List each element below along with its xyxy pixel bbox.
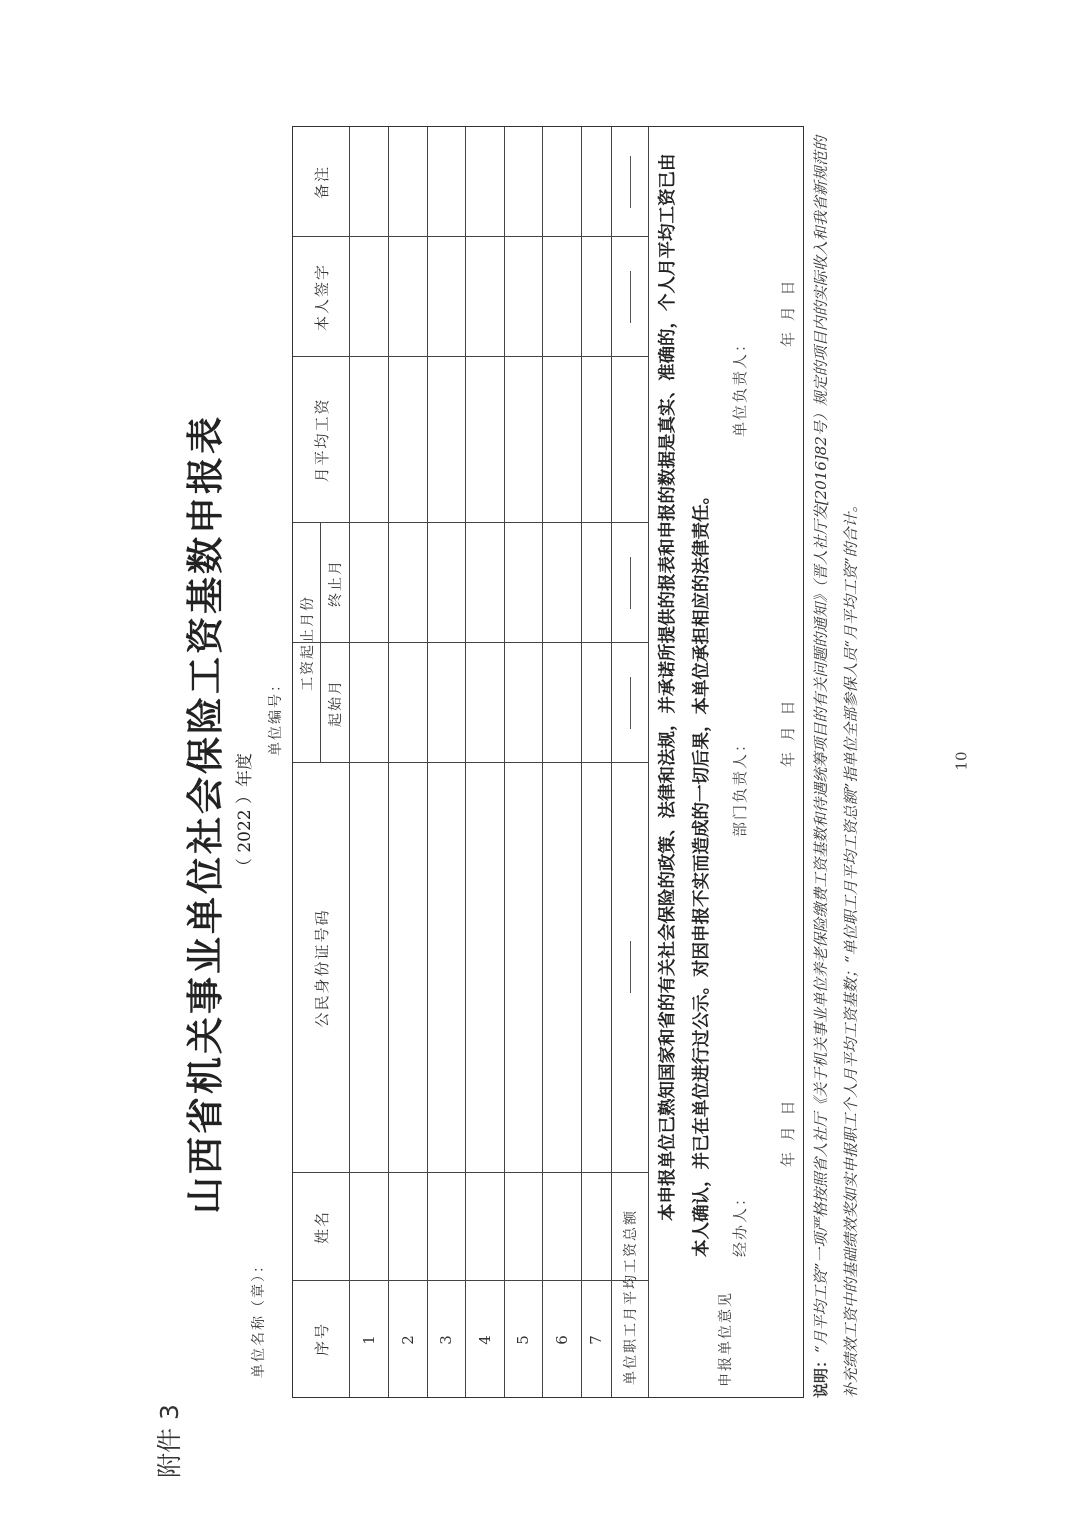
declaration-label: 申报单位意见 — [717, 1291, 734, 1387]
dept-head-label: 部门负责人： — [731, 734, 749, 837]
header-name: 姓名 — [312, 1210, 331, 1245]
row-number: 2 — [398, 1333, 417, 1345]
header-end-month: 终止月 — [327, 559, 344, 607]
row-number: 4 — [475, 1333, 494, 1345]
form-sheet — [80, 100, 980, 1528]
handler-date: 年 月 日 — [779, 1097, 797, 1167]
page-number: 10 — [952, 751, 971, 771]
form-title: 山西省机关事业单位社会保险工资基数申报表 — [184, 414, 227, 1214]
na-dash — [630, 557, 631, 609]
na-dash — [630, 271, 631, 323]
row-number: 1 — [359, 1333, 378, 1345]
header-seq: 序号 — [312, 1322, 331, 1357]
explanatory-note — [806, 126, 866, 1398]
header-wage-period: 工资起止月份 — [299, 595, 316, 691]
total-row-label: 单位职工月平均工资总额 — [622, 1209, 639, 1385]
grid-line — [388, 127, 389, 1397]
na-dash — [630, 941, 631, 993]
grid-line — [648, 127, 649, 1397]
grid-line — [542, 127, 543, 1397]
note-text: “月平均工资”一项严格按照省人社厅《关于机关事业单位养老保险缴费工资基数和待遇统筹项目的有关问题的通知》（晋人社厅发[2016]82号）规定的项目内的实际收入和我省新规范的补充绩效工资中的基础绩效奖如实申报职工个人月平均工资基数；“单位职工月平均工资总额”指单位全部参保人员“月平均工资”的合计。 — [812, 136, 860, 1398]
header-id-number: 公民身份证号码 — [312, 908, 331, 1028]
row-number: 5 — [514, 1333, 532, 1345]
grid-line — [504, 127, 505, 1397]
header-start-month: 起始月 — [327, 679, 344, 727]
unit-code-label: 单位编号： — [268, 676, 284, 756]
declaration-text: 本申报单位已熟知国家和省的有关社会保险的政策、法律和法规，并承诺所提供的报表和申报的数据是真实、准确的，个人月平均工资已由本人确认，并已在单位进行过公示。对因申报不实而造成的一切后果，本单位承担相应的法律责任。 — [658, 153, 712, 1257]
year-line: （ 2022 ）年度 — [235, 752, 255, 876]
handler-label: 经办人： — [731, 1188, 749, 1257]
grid-line — [427, 127, 428, 1397]
dept-head-date: 年 月 日 — [779, 697, 797, 767]
attachment-label: 附件 3 — [155, 1404, 184, 1478]
na-dash — [630, 677, 631, 729]
na-dash — [630, 156, 631, 208]
grid-line — [349, 127, 350, 1397]
row-number: 6 — [552, 1333, 571, 1345]
note-prefix: 说明： — [812, 1352, 830, 1398]
header-avg-wage: 月平均工资 — [312, 397, 331, 483]
grid-line — [581, 127, 582, 1397]
header-remarks: 备注 — [312, 165, 331, 200]
unit-head-date: 年 月 日 — [779, 277, 797, 347]
wage-base-table — [292, 126, 804, 1398]
unit-name-label: 单位名称（章）： — [251, 1257, 267, 1378]
row-number: 7 — [587, 1333, 605, 1345]
unit-head-label: 单位负责人： — [731, 334, 749, 437]
grid-line — [465, 127, 466, 1397]
header-signature: 本人签字 — [312, 263, 331, 332]
row-number: 3 — [437, 1333, 455, 1345]
